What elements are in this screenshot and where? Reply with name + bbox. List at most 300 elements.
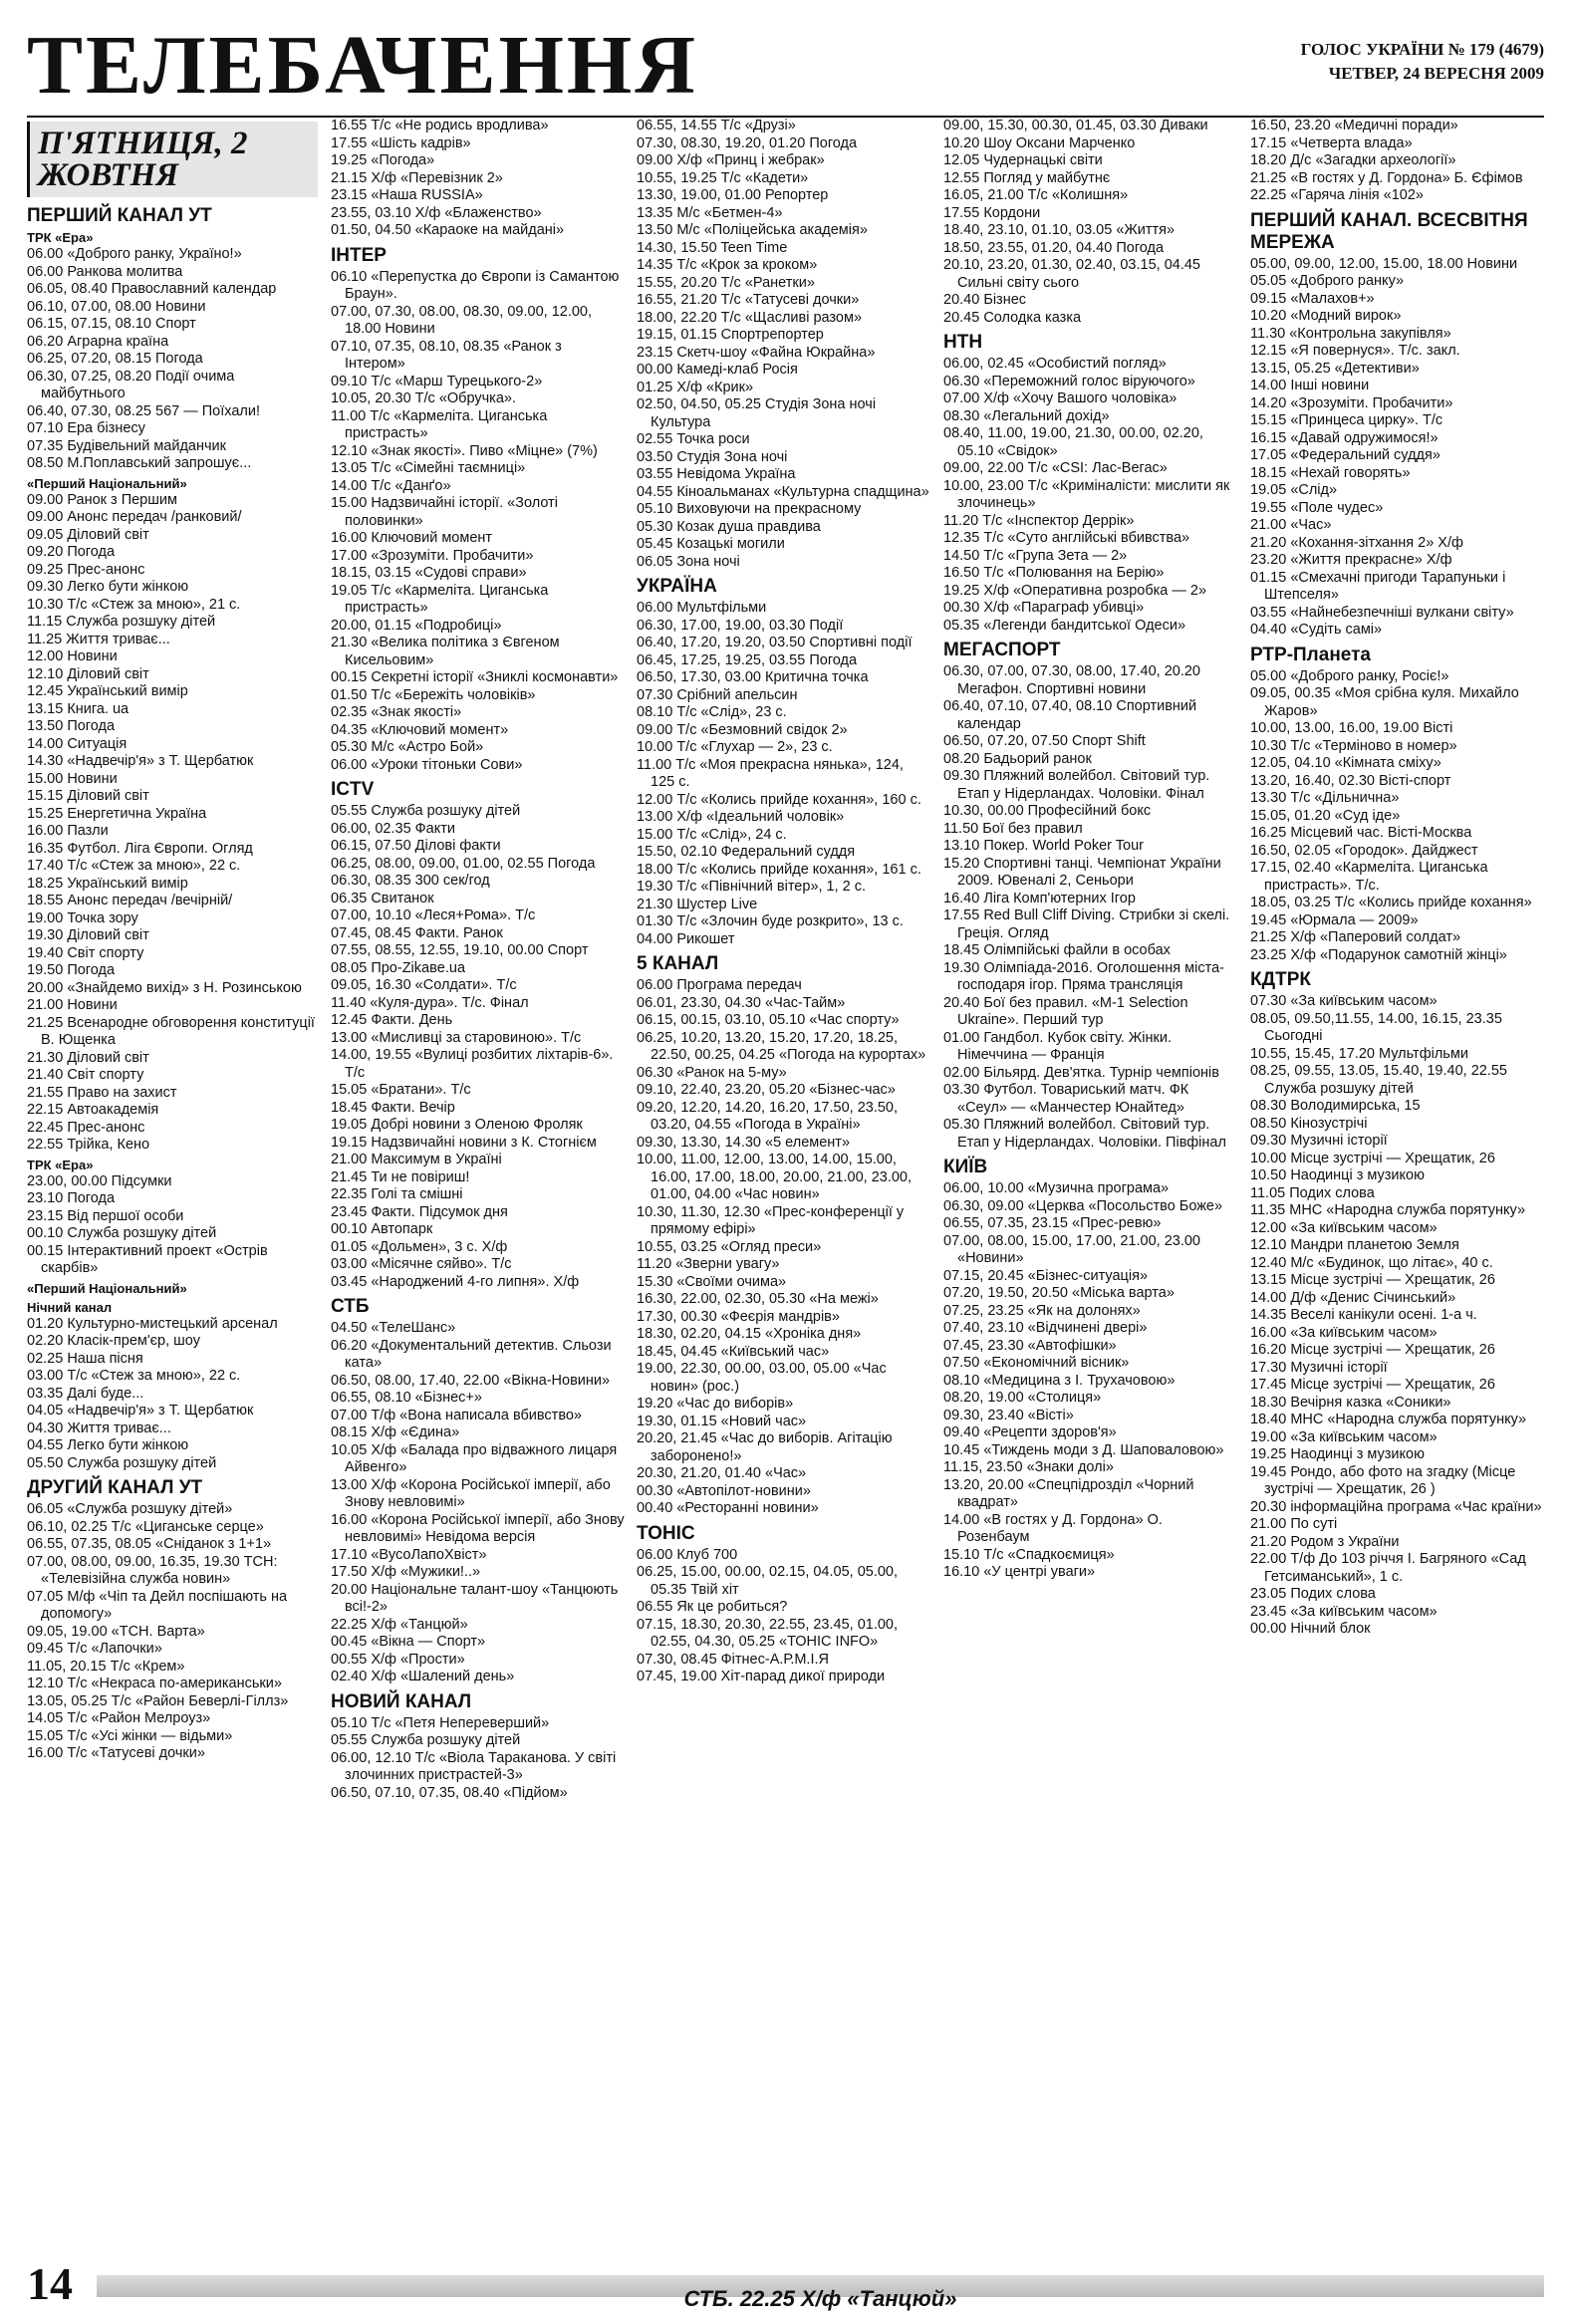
program-entry: 04.35 «Ключовий момент» xyxy=(331,721,509,738)
program-entry: 06.00 Клуб 700 xyxy=(637,1546,738,1563)
program-entry: 04.40 «Судіть самі» xyxy=(1250,622,1383,638)
program-entry: 12.10 «Знак якості». Пиво «Міцне» (7%) xyxy=(331,442,598,459)
program-entry: 21.25 Х/ф «Паперовий солдат» xyxy=(1250,929,1461,945)
program-entry: 16.35 Футбол. Ліга Європи. Огляд xyxy=(27,840,253,857)
program-entry: 05.50 Служба розшуку дітей xyxy=(27,1454,217,1471)
channel-name: ПЕРШИЙ КАНАЛ. ВСЕСВІТНЯ МЕРЕЖА xyxy=(1250,209,1528,253)
program-entry: 15.55, 20.20 Т/с «Ранетки» xyxy=(637,274,815,291)
program-entry: 06.00, 02.45 «Особистий погляд» xyxy=(943,356,1167,372)
program-entry: 06.30 «Переможний голос віруючого» xyxy=(943,373,1195,389)
program-entry: 04.55 Кіноальманах «Культурна спадщина» xyxy=(637,483,929,500)
program-entry: 15.00 Т/с «Слід», 24 с. xyxy=(637,826,787,843)
program-entry: 23.15 Скетч-шоу «Файна Юкрайна» xyxy=(637,344,876,361)
program-entry: 08.50 М.Поплавський запрошує... xyxy=(27,455,252,471)
program-entry: 09.20, 12.20, 14.20, 16.20, 17.50, 23.50, 03.20, 04.55 «Погода в Україні» xyxy=(637,1099,899,1133)
program-entry: 02.00 Більярд. Дев'ятка. Турнір чемпіонів xyxy=(943,1064,1219,1081)
program-entry: 09.30 Музичні історії xyxy=(1250,1133,1388,1149)
program-entry: 21.40 Світ спорту xyxy=(27,1067,144,1083)
program-entry: 10.50 Наодинці з музикою xyxy=(1250,1167,1425,1183)
channel-name: МЕГАСПОРТ xyxy=(943,640,1061,660)
program-entry: 22.25 Х/ф «Танцюй» xyxy=(331,1616,468,1633)
program-entry: 03.45 «Народжений 4-го липня». Х/ф xyxy=(331,1273,580,1290)
program-entry: 14.00 Т/с «Данґо» xyxy=(331,477,451,494)
program-entry: 08.50 Кінозустрічі xyxy=(1250,1115,1368,1132)
program-entry: 07.40, 23.10 «Відчинені двері» xyxy=(943,1320,1148,1336)
program-entry: 01.50 Т/с «Бережіть чоловіків» xyxy=(331,686,536,703)
program-entry: 17.05 «Федеральний суддя» xyxy=(1250,447,1440,463)
program-entry: 14.30, 15.50 Teen Time xyxy=(637,239,788,256)
program-entry: 14.00 Д/ф «Денис Січинський» xyxy=(1250,1289,1456,1306)
program-entry: 00.55 Х/ф «Прости» xyxy=(331,1651,465,1668)
paper-issue: ГОЛОС УКРАЇНИ № 179 (4679) xyxy=(1300,40,1544,59)
program-entry: 07.45, 19.00 Хіт-парад дикої природи xyxy=(637,1669,886,1684)
program-entry: 16.00 Т/с «Татусеві дочки» xyxy=(27,1745,205,1761)
program-entry: 09.15 «Малахов+» xyxy=(1250,290,1375,307)
program-entry: 06.30, 07.25, 08.20 Події очима майбутнього xyxy=(27,368,235,401)
program-entry: 11.40 «Куля-дура». Т/с. Фінал xyxy=(331,994,529,1011)
program-entry: 06.00, 02.35 Факти xyxy=(331,820,455,837)
program-entry: 16.00 «Корона Російської імперії, або Знову невловимі» Невідома версія xyxy=(331,1511,625,1545)
program-entry: 16.20 Місце зустрічі — Хрещатик, 26 xyxy=(1250,1342,1495,1358)
program-entry: 18.15 «Нехай говорять» xyxy=(1250,464,1411,481)
program-entry: 08.10 «Медицина з І. Трухачовою» xyxy=(943,1372,1176,1389)
program-entry: 14.00 Ситуація xyxy=(27,735,128,752)
program-entry: 01.05 «Дольмен», 3 с. Х/ф xyxy=(331,1238,508,1255)
program-entry: 21.00 «Час» xyxy=(1250,517,1332,533)
program-entry: 10.00 Місце зустрічі — Хрещатик, 26 xyxy=(1250,1150,1495,1166)
program-entry: 10.05 Х/ф «Балада про відважного лицаря Айвенго» xyxy=(331,1441,618,1475)
program-entry: 01.15 «Смехачні пригоди Тарапуньки і Штепселя» xyxy=(1250,569,1506,603)
program-entry: 03.55 Невідома Україна xyxy=(637,466,796,482)
program-entry: 05.55 Служба розшуку дітей xyxy=(331,1732,521,1748)
program-entry: 13.50 Погода xyxy=(27,718,116,734)
program-entry: 14.30 «Надвечір'я» з Т. Щербатюк xyxy=(27,753,254,769)
program-entry: 06.30, 09.00 «Церква «Посольство Боже» xyxy=(943,1197,1223,1214)
program-entry: 08.15 Х/ф «Єдина» xyxy=(331,1424,460,1440)
program-entry: 00.10 Автопарк xyxy=(331,1221,433,1237)
channel-name: 5 КАНАЛ xyxy=(637,953,719,974)
program-entry: 07.10, 07.35, 08.10, 08.35 «Ранок з Інтером» xyxy=(331,338,562,372)
program-entry: 10.55, 03.25 «Огляд преси» xyxy=(637,1238,822,1255)
program-entry: 06.05 Зона ночі xyxy=(637,553,740,570)
program-entry: 23.15 Від першої особи xyxy=(27,1207,184,1224)
channel-name: КДТРК xyxy=(1250,969,1312,990)
program-entry: 07.20, 19.50, 20.50 «Міська варта» xyxy=(943,1285,1175,1301)
program-entry: 06.00, 12.10 Т/с «Віола Тараканова. У світі злочинних пристрастей-3» xyxy=(331,1749,617,1783)
program-entry: 19.00, 22.30, 00.00, 03.00, 05.00 «Час новин» (рос.) xyxy=(637,1361,887,1395)
program-entry: 00.15 Інтерактивний проект «Острів скарбів» xyxy=(27,1242,268,1276)
program-entry: 02.55 Точка роси xyxy=(637,431,750,447)
program-entry: 13.15 Місце зустрічі — Хрещатик, 26 xyxy=(1250,1272,1495,1288)
program-entry: 06.55, 14.55 Т/с «Друзі» xyxy=(637,118,796,133)
program-entry: 12.15 «Я повернуся». Т/с. закл. xyxy=(1250,343,1460,359)
program-entry: 14.00 Інші новини xyxy=(1250,378,1370,393)
program-entry: 06.00 Ранкова молитва xyxy=(27,263,183,280)
program-entry: 01.50, 04.50 «Караоке на майдані» xyxy=(331,222,565,238)
program-entry: 13.30, 19.00, 01.00 Репортер xyxy=(637,187,829,203)
program-entry: 15.05 «Братани». Т/с xyxy=(331,1082,471,1098)
program-entry: 21.00 По суті xyxy=(1250,1516,1338,1532)
program-entry: 21.20 «Кохання-зітхання 2» Х/ф xyxy=(1250,534,1463,551)
program-entry: 09.10 Т/с «Марш Турецького-2» xyxy=(331,373,543,389)
program-entry: 06.30, 17.00, 19.00, 03.30 Події xyxy=(637,617,844,634)
program-entry: 18.15, 03.15 «Судові справи» xyxy=(331,565,527,581)
program-entry: 13.00 Х/ф «Корона Російської імперії, або Знову невловимі» xyxy=(331,1476,611,1510)
program-entry: 20.45 Солодка казка xyxy=(943,309,1082,326)
program-entry: 19.05 Добрі новини з Оленою Фроляк xyxy=(331,1117,583,1133)
program-entry: 00.30 «Автопілот-новини» xyxy=(637,1482,811,1499)
program-entry: 03.50 Студія Зона ночі xyxy=(637,448,788,465)
program-entry: 02.20 Класік-прем'єр, шоу xyxy=(27,1333,200,1349)
program-entry: 07.25, 23.25 «Як на долонях» xyxy=(943,1302,1141,1319)
program-entry: 17.15, 02.40 «Кармеліта. Циганська пристрасть». Т/с. xyxy=(1250,860,1488,894)
program-entry: 21.25 «В гостях у Д. Гордона» Б. Єфімов xyxy=(1250,169,1523,186)
program-entry: 00.45 «Вікна — Спорт» xyxy=(331,1634,486,1650)
program-entry: 18.25 Український вимір xyxy=(27,875,188,892)
program-entry: 06.00 «Доброго ранку, Україно!» xyxy=(27,246,242,262)
program-entry: 16.05, 21.00 Т/с «Колишня» xyxy=(943,187,1129,203)
program-entry: 19.15, 01.15 Спортрепортер xyxy=(637,327,824,343)
program-entry: 05.00 «Доброго ранку, Росіє!» xyxy=(1250,667,1449,684)
program-entry: 02.40 Х/ф «Шалений день» xyxy=(331,1669,515,1684)
program-entry: 13.00 Х/ф «Ідеальний чоловік» xyxy=(637,809,845,825)
program-entry: 07.30, 08.45 Фітнес-А.Р.М.І.Я xyxy=(637,1651,829,1668)
program-entry: 17.45 Місце зустрічі — Хрещатик, 26 xyxy=(1250,1377,1495,1393)
program-entry: 00.00 Камеді-клаб Росія xyxy=(637,362,798,378)
program-entry: 09.10, 22.40, 23.20, 05.20 «Бізнес-час» xyxy=(637,1082,896,1098)
program-entry: 19.55 «Поле чудес» xyxy=(1250,499,1384,516)
program-entry: 10.30, 00.00 Професійний бокс xyxy=(943,803,1152,819)
program-entry: 11.00 Т/с «Кармеліта. Циганська пристрасть» xyxy=(331,407,548,441)
program-entry: 23.00, 00.00 Підсумки xyxy=(27,1172,172,1189)
footer-promo: СТБ. 22.25 Х/ф «Танцюй» xyxy=(683,2286,957,2311)
program-entry: 16.25 Місцевий час. Вісті-Москва xyxy=(1250,825,1472,841)
program-entry: 12.35 Т/с «Суто англійські вбивства» xyxy=(943,530,1190,546)
program-entry: 12.00 Новини xyxy=(27,648,118,664)
program-entry: 18.40, 23.10, 01.10, 03.05 «Життя» xyxy=(943,222,1176,238)
program-entry: 07.00 Т/ф «Вона написала вбивство» xyxy=(331,1407,582,1423)
program-entry: 11.15 Служба розшуку дітей xyxy=(27,614,216,630)
channel-name: НОВИЙ КАНАЛ xyxy=(331,1690,472,1712)
program-entry: 08.05 Про-Zikaвe.ua xyxy=(331,959,466,976)
program-entry: 13.35 М/с «Бетмен-4» xyxy=(637,204,783,221)
program-entry: 12.45 Факти. День xyxy=(331,1012,453,1028)
program-entry: 15.15 Діловий світ xyxy=(27,788,149,804)
program-entry: 04.30 Життя триває... xyxy=(27,1420,171,1436)
program-entry: 22.55 Трійка, Кено xyxy=(27,1137,150,1153)
program-entry: 05.00, 09.00, 12.00, 15.00, 18.00 Новини xyxy=(1250,255,1518,272)
program-entry: 22.25 «Гаряча лінія «102» xyxy=(1250,187,1424,203)
program-entry: 16.00 «За київським часом» xyxy=(1250,1324,1438,1341)
channel-subheading: Нічний канал xyxy=(27,1299,113,1315)
program-entry: 09.45 Т/с «Лапочки» xyxy=(27,1641,162,1657)
program-entry: 15.00 Новини xyxy=(27,770,118,787)
program-entry: 16.50 Т/с «Полювання на Берію» xyxy=(943,565,1165,581)
program-entry: 19.25 Наодинці з музикою xyxy=(1250,1446,1425,1462)
program-entry: 11.25 Життя триває... xyxy=(27,631,170,647)
program-entry: 06.10, 07.00, 08.00 Новини xyxy=(27,298,206,315)
program-entry: 02.25 Наша пісня xyxy=(27,1350,143,1367)
program-entry: 13.30 Т/с «Дільнична» xyxy=(1250,790,1400,806)
program-entry: 10.00, 23.00 Т/с «Криміналісти: мислити як злочинець» xyxy=(943,477,1230,511)
masthead xyxy=(27,19,1544,112)
channel-name: КИЇВ xyxy=(943,1157,988,1177)
program-entry: 11.30 «Контрольна закупівля» xyxy=(1250,325,1451,342)
program-entry: 07.45, 08.45 Факти. Ранок xyxy=(331,924,503,941)
program-entry: 11.15, 23.50 «Знаки долі» xyxy=(943,1459,1114,1475)
program-entry: 14.00 «В гостях у Д. Гордона» О. Розенбаум xyxy=(943,1511,1163,1545)
program-entry: 18.45, 04.45 «Київський час» xyxy=(637,1343,830,1360)
program-entry: 12.10 Т/с «Некраса по-американськи» xyxy=(27,1676,282,1691)
program-entry: 02.50, 04.50, 05.25 Студія Зона ночі Культура xyxy=(637,396,877,430)
program-entry: 17.10 «ВусоЛапоХвіст» xyxy=(331,1546,487,1563)
program-entry: 19.30 Т/с «Північний вітер», 1, 2 с. xyxy=(637,879,867,895)
program-entry: 18.05, 03.25 Т/с «Колись прийде кохання» xyxy=(1250,895,1532,910)
program-entry: 12.10 Діловий світ xyxy=(27,665,149,682)
column-4 xyxy=(943,118,1237,2254)
program-entry: 09.30, 13.30, 14.30 «5 елемент» xyxy=(637,1134,851,1151)
program-entry: 07.55, 08.55, 12.55, 19.10, 00.00 Спорт xyxy=(331,942,589,958)
program-entry: 19.50 Погода xyxy=(27,962,116,978)
program-entry: 15.25 Енергетична Україна xyxy=(27,805,207,822)
program-entry: 15.30 «Своїми очима» xyxy=(637,1273,787,1290)
program-entry: 18.55 Анонс передач /вечірній/ xyxy=(27,893,233,908)
program-entry: 10.20 Шоу Оксани Марченко xyxy=(943,134,1136,151)
program-entry: 11.50 Бої без правил xyxy=(943,820,1083,837)
program-entry: 10.45 «Тиждень моди з Д. Шаповаловою» xyxy=(943,1441,1224,1458)
program-entry: 09.05, 16.30 «Солдати». Т/с xyxy=(331,977,517,993)
program-entry: 09.30, 23.40 «Вісті» xyxy=(943,1407,1074,1423)
program-entry: 06.00 Програма передач xyxy=(637,977,802,993)
program-entry: 20.40 Бізнес xyxy=(943,292,1027,308)
program-entry: 09.20 Погода xyxy=(27,544,116,560)
program-entry: 15.05 Т/с «Усі жінки — відьми» xyxy=(27,1727,233,1744)
program-entry: 10.00, 11.00, 12.00, 13.00, 14.00, 15.00, 16.00, 17.00, 18.00, 20.00, 21.00, 23.00, 01.00, 04.00 «Час новин» xyxy=(637,1152,913,1202)
program-entry: 20.30, 21.20, 01.40 «Час» xyxy=(637,1465,807,1481)
program-entry: 09.00 Х/ф «Принц і жебрак» xyxy=(637,152,825,168)
program-entry: 23.10 Погода xyxy=(27,1190,116,1206)
program-entry: 07.15, 20.45 «Бізнес-ситуація» xyxy=(943,1267,1149,1284)
program-entry: 15.15 «Принцеса цирку». Т/с xyxy=(1250,412,1443,428)
program-entry: 21.20 Родом з України xyxy=(1250,1533,1400,1550)
program-entry: 06.20 Аграрна країна xyxy=(27,333,169,350)
program-entry: 06.25, 15.00, 00.00, 02.15, 04.05, 05.00, 05.35 Твій хіт xyxy=(637,1564,899,1598)
program-entry: 18.40 МНС «Народна служба порятунку» xyxy=(1250,1412,1527,1427)
program-entry: 06.40, 07.30, 08.25 567 — Поїхали! xyxy=(27,402,261,419)
program-entry: 19.00 «За київським часом» xyxy=(1250,1428,1438,1445)
program-entry: 18.00, 22.20 Т/с «Щасливі разом» xyxy=(637,309,863,326)
column-1 xyxy=(27,118,318,2254)
program-entry: 08.25, 09.55, 13.05, 15.40, 19.40, 22.55 Служба розшуку дітей xyxy=(1250,1063,1507,1097)
program-entry: 06.01, 23.30, 04.30 «Час-Тайм» xyxy=(637,994,846,1011)
program-entry: 17.30 Музичні історії xyxy=(1250,1359,1388,1376)
program-entry: 21.30 Діловий світ xyxy=(27,1049,149,1066)
program-entry: 07.00, 08.00, 15.00, 17.00, 21.00, 23.00 «Новини» xyxy=(943,1232,1200,1266)
program-entry: 12.00 «За київським часом» xyxy=(1250,1219,1438,1236)
program-entry: 16.55, 21.20 Т/с «Татусеві дочки» xyxy=(637,292,860,308)
program-entry: 11.05 Подих слова xyxy=(1250,1184,1375,1201)
program-entry: 06.30, 08.35 300 сек/год xyxy=(331,873,490,889)
program-entry: 20.00 Національне талант-шоу «Танцюють всі!-2» xyxy=(331,1581,619,1615)
program-entry: 20.00, 01.15 «Подробиці» xyxy=(331,617,502,634)
program-entry: 18.30 Вечірня казка «Соники» xyxy=(1250,1394,1451,1411)
program-entry: 23.45 Факти. Підсумок дня xyxy=(331,1203,508,1220)
program-entry: 19.40 Світ спорту xyxy=(27,944,144,961)
program-entry: 13.20, 16.40, 02.30 Вісті-спорт xyxy=(1250,772,1451,789)
program-entry: 16.30, 22.00, 02.30, 05.30 «На межі» xyxy=(637,1291,879,1307)
program-entry: 12.05, 04.10 «Кімната сміху» xyxy=(1250,755,1441,771)
program-entry: 20.00 «Знайдемо вихід» з Н. Розинською xyxy=(27,979,302,996)
program-entry: 15.10 Т/с «Спадкоємиця» xyxy=(943,1546,1115,1563)
program-entry: 05.35 «Легенди бандитської Одеси» xyxy=(943,617,1186,634)
program-entry: 17.15 «Четверта влада» xyxy=(1250,134,1413,151)
program-entry: 06.20 «Документальний детектив. Сльози ката» xyxy=(331,1337,612,1371)
program-entry: 11.20 Т/с «Інспектор Деррік» xyxy=(943,512,1135,529)
program-entry: 07.30 «За київським часом» xyxy=(1250,993,1438,1009)
program-entry: 07.00, 07.30, 08.00, 08.30, 09.00, 12.00, 18.00 Новини xyxy=(331,303,593,337)
program-entry: 09.05 Діловий світ xyxy=(27,526,149,543)
program-entry: 19.30 Олімпіада-2016. Оголошення міста-господаря ігор. Пряма трансляція xyxy=(943,959,1224,993)
column-5 xyxy=(1250,118,1544,2254)
program-entry: 23.45 «За київським часом» xyxy=(1250,1603,1438,1620)
program-entry: 18.30, 02.20, 04.15 «Хроніка дня» xyxy=(637,1326,862,1342)
program-entry: 07.50 «Економічний вісник» xyxy=(943,1355,1130,1371)
program-entry: 10.00, 13.00, 16.00, 19.00 Вісті xyxy=(1250,720,1453,736)
program-entry: 07.05 М/ф «Чіп та Дейл поспішають на допомогу» xyxy=(27,1588,288,1622)
program-entry: 06.50, 08.00, 17.40, 22.00 «Вікна-Новини» xyxy=(331,1372,611,1389)
program-entry: 21.30 Шустер Live xyxy=(637,896,758,912)
program-entry: 23.25 Х/ф «Подарунок самотній жінці» xyxy=(1250,946,1507,963)
program-entry: 10.30, 11.30, 12.30 «Прес-конференції у прямому ефірі» xyxy=(637,1203,905,1237)
program-entry: 06.25, 08.00, 09.00, 01.00, 02.55 Погода xyxy=(331,855,596,872)
program-entry: 20.40 Бої без правил. «М-1 Selection Ukraine». Перший тур xyxy=(943,994,1188,1028)
program-entry: 06.00 «Уроки тітоньки Сови» xyxy=(331,756,523,773)
program-entry: 19.15 Надзвичайні новини з К. Стогнієм xyxy=(331,1134,597,1151)
program-entry: 18.50, 23.55, 01.20, 04.40 Погода xyxy=(943,239,1165,256)
program-entry: 04.00 Рикошет xyxy=(637,930,735,947)
program-entry: 18.20 Д/с «Загадки археології» xyxy=(1250,152,1456,168)
program-entry: 21.45 Ти не повіриш! xyxy=(331,1168,470,1185)
program-entry: 13.15, 05.25 «Детективи» xyxy=(1250,360,1420,377)
program-entry: 17.55 «Шість кадрів» xyxy=(331,134,471,151)
channel-subheading: «Перший Національний» xyxy=(27,475,187,491)
program-entry: 01.25 Х/ф «Крик» xyxy=(637,379,754,395)
program-entry: 09.00, 15.30, 00.30, 01.45, 03.30 Диваки xyxy=(943,118,1208,133)
program-entry: 09.40 «Рецепти здоров'я» xyxy=(943,1424,1117,1440)
channel-name: СТБ xyxy=(331,1296,370,1317)
program-entry: 06.05, 08.40 Православний календар xyxy=(27,281,277,297)
program-entry: 17.55 Кордони xyxy=(943,204,1041,221)
program-entry: 13.15 Книга. ua xyxy=(27,700,130,717)
program-entry: 07.15, 18.30, 20.30, 22.55, 23.45, 01.00, 02.55, 04.30, 05.25 «ТОНІС INFO» xyxy=(637,1616,899,1650)
program-entry: 15.05, 01.20 «Суд іде» xyxy=(1250,807,1401,824)
program-entry: 00.30 Х/ф «Параграф убивці» xyxy=(943,600,1145,616)
program-entry: 15.50, 02.10 Федеральний суддя xyxy=(637,844,856,860)
program-entry: 22.45 Прес-анонс xyxy=(27,1119,145,1136)
program-entry: 00.40 «Ресторанні новини» xyxy=(637,1500,819,1516)
program-entry: 11.20 «Зверни увагу» xyxy=(637,1256,780,1272)
program-entry: 13.00 «Мисливці за старовиною». Т/с xyxy=(331,1029,582,1046)
program-entry: 23.55, 03.10 Х/ф «Блаженство» xyxy=(331,204,542,221)
channel-name: ПЕРШИЙ КАНАЛ УТ xyxy=(27,205,212,226)
program-entry: 09.30 Легко бути жінкою xyxy=(27,579,189,595)
program-entry: 05.10 Виховуючи на прекрасному xyxy=(637,501,862,517)
program-entry: 00.10 Служба розшуку дітей xyxy=(27,1225,217,1241)
program-entry: 20.10, 23.20, 01.30, 02.40, 03.15, 04.45 Сильні світу сього xyxy=(943,257,1200,291)
program-entry: 19.30, 01.15 «Новий час» xyxy=(637,1413,807,1429)
program-entry: 20.20, 21.45 «Час до виборів. Агітацію заборонено!» xyxy=(637,1430,893,1464)
program-entry: 06.55, 07.35, 23.15 «Прес-ревю» xyxy=(943,1215,1162,1231)
program-entry: 08.20 Бадьорий ранок xyxy=(943,750,1092,767)
program-entry: 07.30 Срібний апельсин xyxy=(637,686,798,703)
program-entry: 06.55, 07.35, 08.05 «Сніданок з 1+1» xyxy=(27,1536,272,1552)
program-entry: 10.55, 19.25 Т/с «Кадети» xyxy=(637,169,809,186)
program-entry: 17.30, 00.30 «Феєрія мандрів» xyxy=(637,1308,840,1325)
program-entry: 05.30 Пляжний волейбол. Світовий тур. Етап у Нідерландах. Чоловіки. Півфінал xyxy=(943,1117,1226,1151)
program-entry: 01.20 Культурно-мистецький арсенал xyxy=(27,1315,278,1332)
program-entry: 10.05, 20.30 Т/с «Обручка». xyxy=(331,390,516,406)
program-entry: 16.50, 23.20 «Медичні поради» xyxy=(1250,118,1458,133)
program-entry: 09.25 Прес-анонс xyxy=(27,561,145,578)
program-entry: 09.00 Т/с «Безмовний свідок 2» xyxy=(637,721,848,738)
program-entry: 05.45 Козацькі могили xyxy=(637,536,785,552)
channel-name: ТОНІС xyxy=(637,1522,695,1544)
program-entry: 03.00 «Місячне сяйво». Т/с xyxy=(331,1256,512,1272)
program-entry: 06.55 Як це робиться? xyxy=(637,1599,788,1615)
program-entry: 08.20, 19.00 «Столиця» xyxy=(943,1390,1102,1406)
program-entry: 17.40 Т/с «Стеж за мною», 22 с. xyxy=(27,858,241,874)
channel-subheading: ТРК «Ера» xyxy=(27,1157,94,1172)
program-entry: 15.20 Спортивні танці. Чемпіонат України 2009. Ювеналі 2, Сеньори xyxy=(943,855,1221,889)
program-entry: 14.35 Т/с «Крок за кроком» xyxy=(637,257,818,273)
program-entry: 05.30 М/с «Астро Бой» xyxy=(331,739,484,755)
program-entry: 07.00 Х/ф «Хочу Вашого чоловіка» xyxy=(943,390,1178,406)
program-entry: 10.30 Т/с «Стеж за мною», 21 с. xyxy=(27,596,241,613)
channel-name: НТН xyxy=(943,332,983,353)
program-entry: 12.10 Мандри планетою Земля xyxy=(1250,1237,1459,1253)
program-entry: 22.35 Голі та смішні xyxy=(331,1186,463,1202)
footer-bar xyxy=(97,2275,1544,2311)
program-entry: 15.00 Надзвичайні історії. «Золоті половинки» xyxy=(331,495,558,529)
channel-name: РТР-Планета xyxy=(1250,644,1371,665)
program-entry: 19.25 Х/ф «Оперативна розробка — 2» xyxy=(943,582,1207,599)
program-entry: 04.50 «ТелеШанс» xyxy=(331,1320,456,1336)
program-entry: 06.40, 17.20, 19.20, 03.50 Спортивні події xyxy=(637,635,913,650)
program-entry: 10.55, 15.45, 17.20 Мультфільми xyxy=(1250,1045,1468,1062)
program-entry: 03.55 «Найнебезпечніші вулкани світу» xyxy=(1250,604,1514,621)
program-entry: 13.05, 05.25 Т/с «Район Беверлі-Гіллз» xyxy=(27,1692,289,1709)
program-entry: 11.35 МНС «Народна служба порятунку» xyxy=(1250,1202,1526,1218)
program-entry: 06.30, 07.00, 07.30, 08.00, 17.40, 20.20 Мегафон. Спортивні новини xyxy=(943,663,1200,697)
program-entry: 00.00 Нічний блок xyxy=(1250,1621,1371,1637)
program-entry: 13.50 М/с «Поліцейська академія» xyxy=(637,222,868,238)
program-entry: 17.00 «Зрозуміти. Пробачити» xyxy=(331,547,534,564)
program-entry: 06.50, 07.10, 07.35, 08.40 «Підйом» xyxy=(331,1784,568,1801)
program-entry: 19.45 Рондо, або фото на згадку (Місце зустрічі — Хрещатик, 26 ) xyxy=(1250,1463,1516,1497)
program-entry: 17.55 Red Bull Cliff Diving. Стрибки зі скелі. Греція. Огляд xyxy=(943,907,1230,941)
program-entry: 06.50, 07.20, 07.50 Спорт Shift xyxy=(943,733,1146,749)
channel-name: ДРУГИЙ КАНАЛ УТ xyxy=(27,1477,203,1498)
program-entry: 03.00 Т/с «Стеж за мною», 22 с. xyxy=(27,1368,241,1384)
program-entry: 11.00 Т/с «Моя прекрасна нянька», 124, 125 с. xyxy=(637,756,904,790)
program-entry: 23.05 Подих слова xyxy=(1250,1586,1376,1602)
issue-date: ЧЕТВЕР, 24 ВЕРЕСНЯ 2009 xyxy=(1328,64,1544,83)
program-entry: 14.35 Веселі канікули осені. 1-а ч. xyxy=(1250,1307,1477,1323)
program-entry: 09.05, 19.00 «ТСН. Варта» xyxy=(27,1623,205,1640)
day-heading: П'ЯТНИЦЯ, 2 ЖОВТНЯ xyxy=(27,122,318,197)
tv-listings xyxy=(27,118,1544,2254)
program-entry: 22.15 Автоакадемія xyxy=(27,1102,159,1118)
